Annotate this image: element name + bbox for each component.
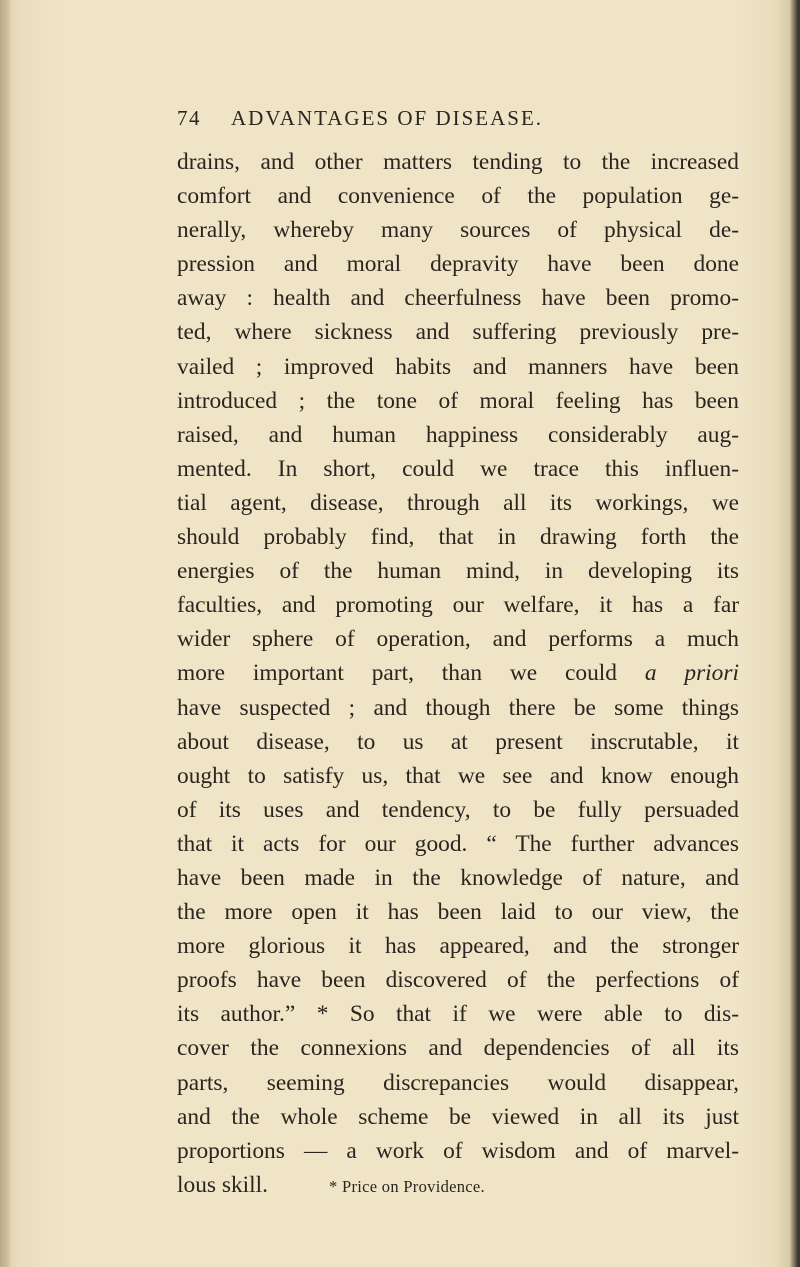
text-line: ought to satisfy us, that we see and know enough bbox=[177, 762, 739, 789]
text-line: drains, and other matters tending to the increased bbox=[177, 149, 739, 175]
text-line: of its uses and tendency, to be fully persuaded bbox=[177, 796, 739, 823]
text-line: more glorious it has appeared, and the stronger bbox=[177, 933, 739, 960]
page-edge-right bbox=[790, 0, 800, 1267]
page-number: 74 bbox=[177, 106, 201, 130]
text-line: that it acts for our good. “ The further advances bbox=[177, 830, 739, 857]
text-line: should probably find, that in drawing forth the bbox=[177, 524, 739, 551]
italic-phrase: a priori bbox=[644, 660, 739, 687]
text-line: have been made in the knowledge of nature, and bbox=[177, 864, 739, 891]
text-line: introduced ; the tone of moral feeling has been bbox=[177, 387, 739, 414]
text-line: cover the connexions and dependencies of all its bbox=[177, 1035, 739, 1062]
text-line: raised, and human happiness considerably aug- bbox=[177, 421, 739, 448]
text-line: mented. In short, could we trace this influen- bbox=[177, 455, 739, 482]
text-line-with-italic bbox=[177, 656, 739, 690]
text-line: proofs have been discovered of the perfections of bbox=[177, 967, 739, 994]
text-line: and the whole scheme be viewed in all its just bbox=[177, 1103, 739, 1130]
text-line: lous skill. bbox=[177, 1171, 268, 1198]
text-line: its author.” * So that if we were able to dis- bbox=[177, 1001, 739, 1028]
text-line: tial agent, disease, through all its workings, we bbox=[177, 489, 739, 516]
text-line: energies of the human mind, in developing its bbox=[177, 558, 739, 585]
footnote: * Price on Providence. bbox=[329, 1177, 485, 1196]
text-line: about disease, to us at present inscrutable, it bbox=[177, 728, 739, 755]
running-title: ADVANTAGES OF DISEASE. bbox=[231, 106, 544, 130]
text-line: pression and moral depravity have been done bbox=[177, 251, 739, 278]
text-line: nerally, whereby many sources of physical de- bbox=[177, 217, 739, 244]
text-line: proportions — a work of wisdom and of marvel- bbox=[177, 1137, 739, 1164]
text-segment: more important part, than we could bbox=[177, 660, 617, 687]
text-line: parts, seeming discrepancies would disappear, bbox=[177, 1069, 739, 1096]
page-header bbox=[177, 106, 737, 136]
text-line: wider sphere of operation, and performs a much bbox=[177, 626, 739, 653]
text-line: away : health and cheerfulness have been promo- bbox=[177, 285, 739, 312]
body-text bbox=[177, 145, 739, 1202]
page-gutter-left bbox=[0, 0, 10, 1267]
text-line: the more open it has been laid to our view, the bbox=[177, 899, 739, 926]
text-line: faculties, and promoting our welfare, it has a far bbox=[177, 592, 739, 619]
text-line: ted, where sickness and suffering previously pre- bbox=[177, 319, 739, 346]
text-line: comfort and convenience of the population ge- bbox=[177, 183, 739, 210]
text-line: have suspected ; and though there be some things bbox=[177, 694, 739, 721]
text-line: vailed ; improved habits and manners have been bbox=[177, 353, 739, 380]
